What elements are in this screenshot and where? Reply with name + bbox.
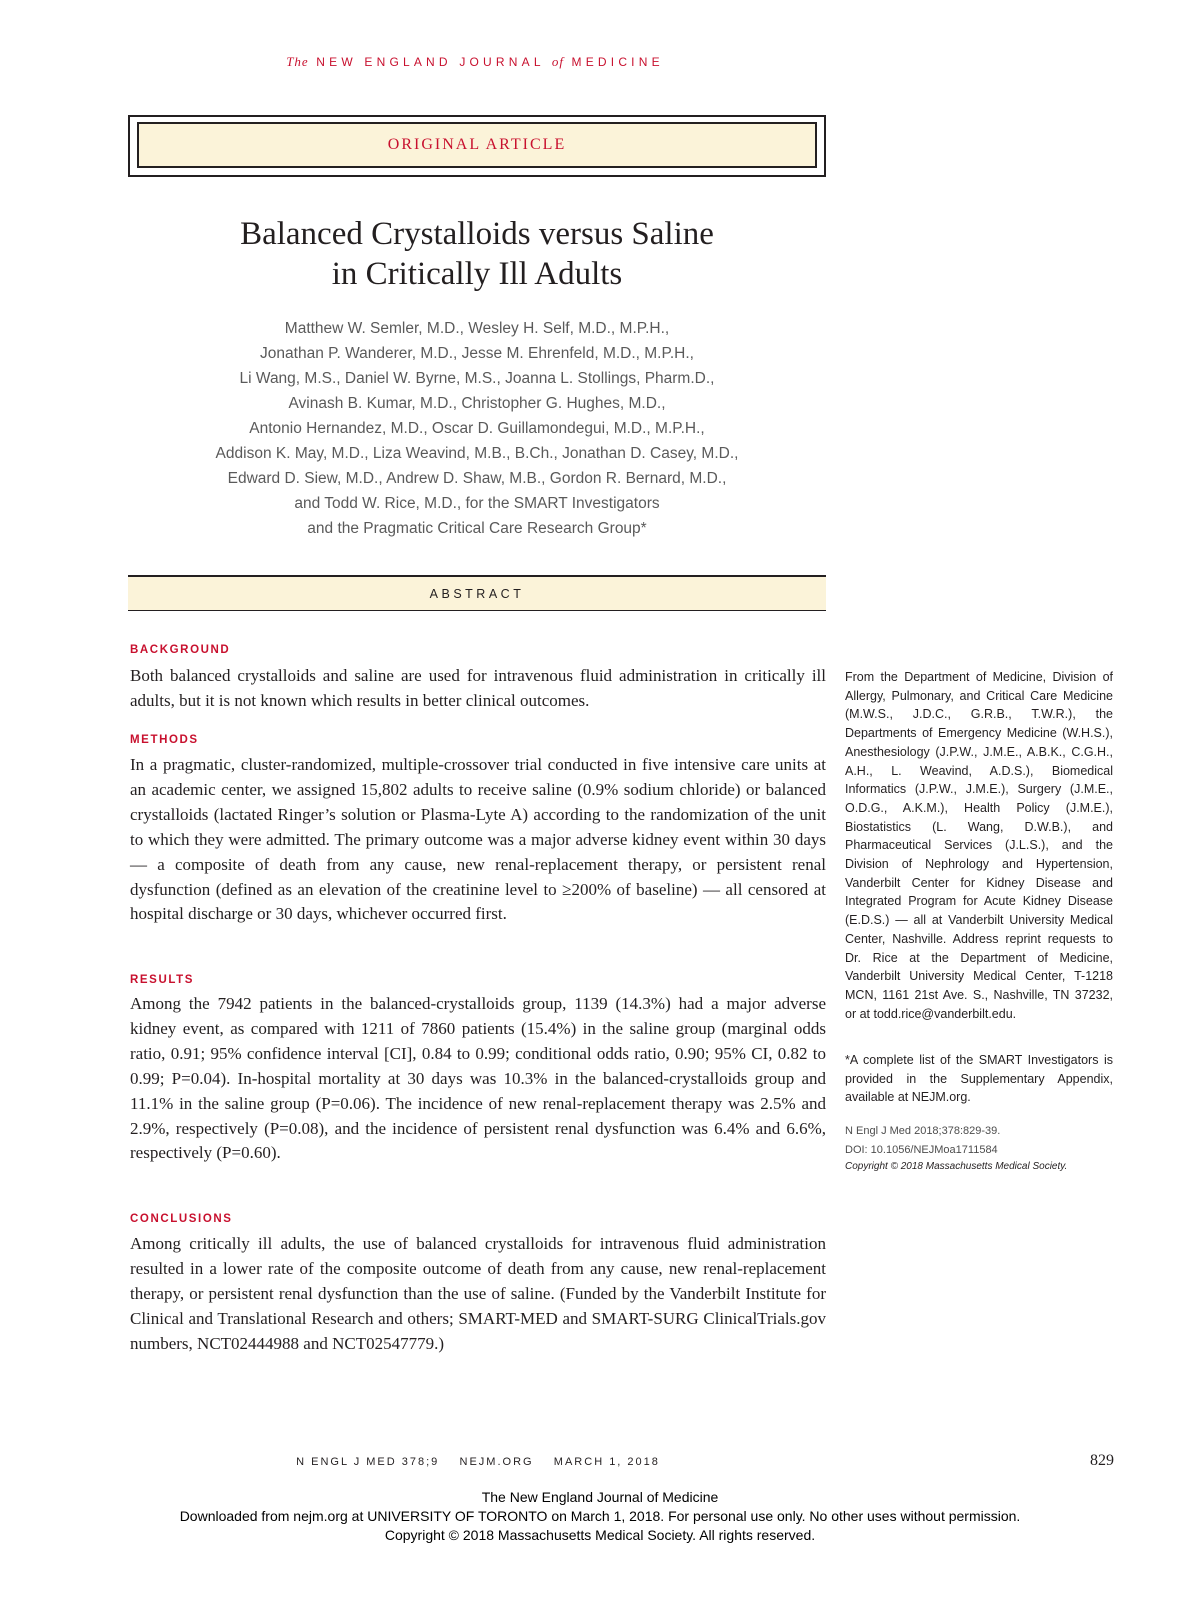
title-line-2: in Critically Ill Adults	[331, 256, 623, 292]
background-text: Both balanced crystalloids and saline are used for intravenous fluid administration in critically ill adults, but it is not known which results in better clinical outcomes.	[130, 666, 826, 710]
conclusions-heading: CONCLUSIONS	[130, 1213, 233, 1225]
author-line: Addison K. May, M.D., Liza Weavind, M.B., B.Ch., Jonathan D. Casey, M.D.,	[215, 445, 739, 462]
abstract-label: ABSTRACT	[429, 586, 525, 601]
running-footer: N ENGL J MED 378;9 NEJM.ORG MARCH 1, 2018	[296, 1456, 660, 1468]
article-type-banner	[137, 122, 817, 168]
author-line: Matthew W. Semler, M.D., Wesley H. Self, M.D., M.P.H.,	[284, 320, 670, 337]
doi[interactable]: DOI: 10.1056/NEJMoa1711584	[845, 1143, 998, 1156]
abstract-banner	[128, 575, 826, 611]
page-number: 829	[1090, 1452, 1114, 1469]
journal-name: NEW ENGLAND JOURNAL	[316, 55, 545, 69]
author-line: Avinash B. Kumar, M.D., Christopher G. Hughes, M.D.,	[288, 395, 666, 412]
title-line-1: Balanced Crystalloids versus Saline	[240, 216, 714, 252]
journal-suffix: MEDICINE	[571, 55, 664, 69]
download-source: Downloaded from nejm.org at UNIVERSITY OF TORONTO on March 1, 2018. For personal use only. No other uses without permission.	[179, 1508, 1021, 1524]
conclusions-text: Among critically ill adults, the use of balanced crystalloids for intravenous fluid administration resulted in a lower rate of the composite outcome of death from any cause, new renal-replacement therapy, or persistent renal dysfunction than the use of saline. (Funded by the Vanderbilt Institute for Clinical and Translational Research and others; SMART-MED and SMART-SURG ClinicalTrials.gov numbers, NCT02444988 and NCT02547779.)	[130, 1234, 826, 1353]
methods-heading: METHODS	[130, 734, 199, 746]
copyright-notice: Copyright © 2018 Massachusetts Medical Society.	[845, 1161, 1068, 1172]
results-text: Among the 7942 patients in the balanced-crystalloids group, 1139 (14.3%) had a major adverse kidney event, as compared with 1211 of 7860 patients (15.4%) in the saline group (marginal odds ratio, 0.91; 95% confidence interval [CI], 0.84 to 0.99; conditional odds ratio, 0.90; 95% CI, 0.82 to 0.99; P=0.04). In-hospital mortality at 30 days was 10.3% in the balanced-crystalloids group and 11.1% in the saline group (P=0.06). The incidence of new renal-replacement therapy was 2.5% and 2.9%, respectively (P=0.08), and the incidence of persistent renal dysfunction was 6.4% and 6.6%, respectively (P=0.60).	[130, 994, 826, 1163]
author-line: Edward D. Siew, M.D., Andrew D. Shaw, M.B., Gordon R. Bernard, M.D.,	[227, 470, 727, 487]
article-type-label: ORIGINAL ARTICLE	[387, 136, 567, 153]
author-line: Li Wang, M.S., Daniel W. Byrne, M.S., Joanna L. Stollings, Pharm.D.,	[239, 370, 715, 387]
download-notice	[0, 1488, 1200, 1545]
investigators-footnote: *A complete list of the SMART Investigators is provided in the Supplementary Appendix, available at NEJM.org.	[845, 1053, 1113, 1105]
article-title	[128, 214, 826, 294]
methods-text: In a pragmatic, cluster-randomized, multiple-crossover trial conducted in five intensive care units at an academic center, we assigned 15,802 adults to receive saline (0.9% sodium chloride) or balanced crystalloids (lactated Ringer’s solution or Plasma-Lyte A) according to the randomization of the unit to which they were admitted. The primary outcome was a major adverse kidney event within 30 days — a composite of death from any cause, new renal-replacement therapy, or persistent renal dysfunction (defined as an elevation of the creatinine level to ≥200% of baseline) — all censored at hospital discharge or 30 days, whichever occurred first.	[130, 755, 826, 924]
author-line: Antonio Hernandez, M.D., Oscar D. Guillamondegui, M.D., M.P.H.,	[249, 420, 705, 437]
download-journal: The New England Journal of Medicine	[481, 1489, 719, 1505]
citation-block	[845, 1122, 1113, 1159]
results-heading: RESULTS	[130, 974, 195, 986]
journal-of: of	[551, 54, 564, 69]
citation: N Engl J Med 2018;378:829-39.	[845, 1125, 1001, 1137]
author-line: and Todd W. Rice, M.D., for the SMART Investigators	[294, 495, 660, 512]
journal-header	[0, 54, 950, 70]
download-copyright: Copyright © 2018 Massachusetts Medical Society. All rights reserved.	[384, 1527, 816, 1543]
author-list	[128, 316, 826, 541]
author-line: Jonathan P. Wanderer, M.D., Jesse M. Ehrenfeld, M.D., M.P.H.,	[260, 345, 694, 362]
journal-prefix: The	[286, 54, 309, 69]
author-line: and the Pragmatic Critical Care Research Group*	[307, 520, 647, 537]
background-heading: BACKGROUND	[130, 644, 231, 656]
affiliations: From the Department of Medicine, Division of Allergy, Pulmonary, and Critical Care Medicine (M.W.S., J.D.C., G.R.B., T.W.R.), the Departments of Emergency Medicine (W.H.S.), Anesthesiology (J.P.W., J.M.E., A.B.K., C.G.H., A.H., L. Weavind, A.D.S.), Biomedical Informatics (J.P.W., J.M.E.), Surgery (J.M.E., O.D.G., A.K.M.), Health Policy (J.M.E.), Biostatistics (L. Wang, D.W.B.), and Pharmaceutical Services (J.L.S.), and the Division of Nephrology and Hypertension, Vanderbilt Center for Kidney Disease and Integrated Program for Acute Kidney Disease (E.D.S.) — all at Vanderbilt University Medical Center, Nashville. Address reprint requests to Dr. Rice at the Department of Medicine, Vanderbilt University Medical Center, T-1218 MCN, 1161 21st Ave. S., Nashville, TN 37232, or at todd.rice@vanderbilt.edu.	[845, 670, 1113, 1021]
